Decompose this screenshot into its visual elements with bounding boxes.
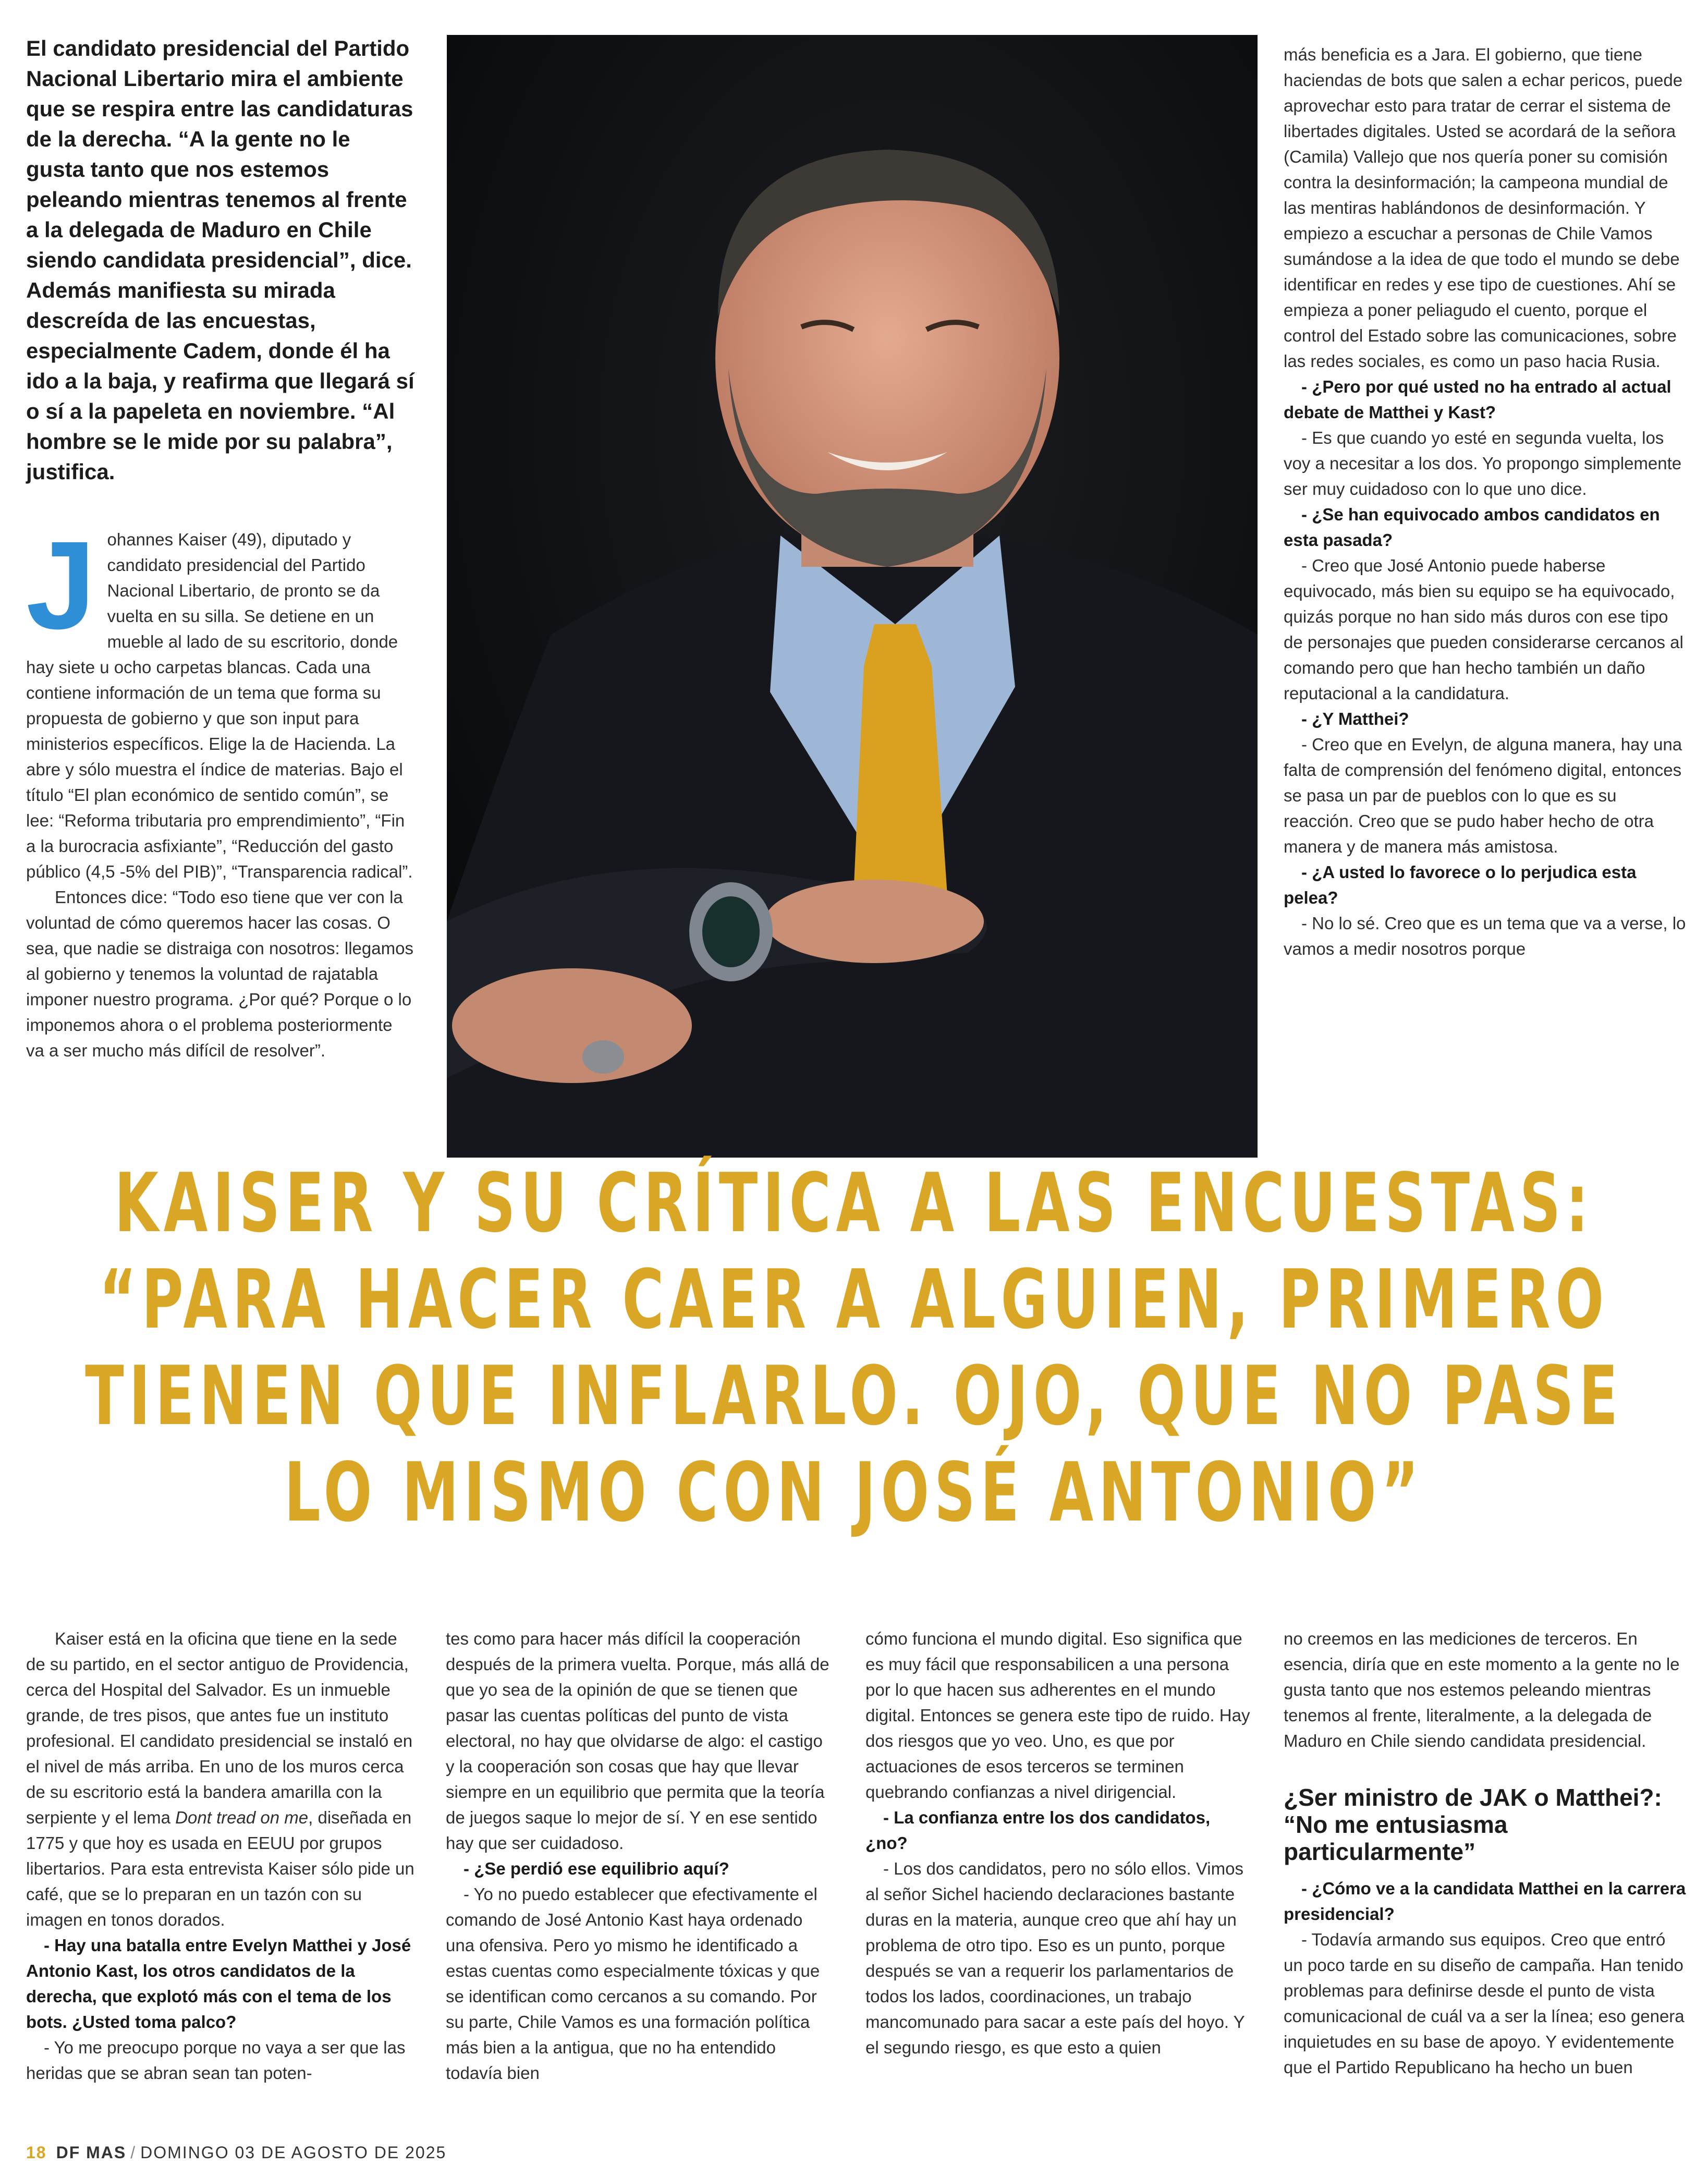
question: - La confianza entre los dos candidatos, ¿no? bbox=[865, 1808, 1211, 1853]
question: - ¿Se perdió ese equilibrio aquí? bbox=[463, 1859, 729, 1878]
headline-line-3: TIENEN QUE INFLARLO. OJO, QUE NO PASE bbox=[85, 1348, 1623, 1443]
question: - ¿Pero por qué usted no ha entrado al actual debate de Matthei y Kast? bbox=[1284, 377, 1672, 422]
portrait-photo bbox=[447, 35, 1258, 1158]
question: - Hay una batalla entre Evelyn Matthei y José Antonio Kast, los otros candidatos de la derecha, que explotó más con el tema de los bots. ¿Usted toma palco? bbox=[26, 1936, 411, 2032]
issue-date: DOMINGO 03 DE AGOSTO DE 2025 bbox=[140, 2143, 447, 2162]
question: - ¿Se han equivocado ambos candidatos en esta pasada? bbox=[1284, 505, 1660, 550]
headline-line-1: KAISER Y SU CRÍTICA A LAS ENCUESTAS: bbox=[114, 1156, 1594, 1250]
right-paragraph-1: más beneficia es a Jara. El gobierno, que tiene haciendas de bots que salen a echar pericos, puede aprovechar esto para tratar de cerrar el sistema de libertades digitales. Usted se acordará de la señora (Camila) Vallejo que nos quería poner su comisión contra la desinformación; la campeona mundial de las mentiras hablándonos de desinformación. Y empiezo a escuchar a personas de Chile Vamos sumándose a la idea de que todo el mundo se debe identificar en redes y ese tipo de cuestiones. Ahí se empieza a poner peliagudo el cuento, porque el control del Estado sobre las comunicaciones, sobre las redes sociales, es como un paso hacia Rusia. bbox=[1284, 45, 1683, 371]
bottom-column-4 bbox=[1284, 1626, 1688, 2080]
headline-line-2: “PARA HACER CAER A ALGUIEN, PRIMERO bbox=[99, 1252, 1609, 1347]
answer: - Yo me preocupo porque no vaya a ser que las heridas que se abran sean tan poten- bbox=[26, 2038, 406, 2083]
section-subhead: ¿Ser ministro de JAK o Matthei?: “No me entusiasma particularmente” bbox=[1284, 1784, 1662, 1865]
portrait-illustration bbox=[447, 35, 1258, 1158]
body-paragraph: Kaiser está en la oficina que tiene en la sede de su partido, en el sector antiguo de Providencia, cerca del Hospital del Salvador. Es un inmueble grande, de tres pisos, que antes fue un instituto profesional. El candidato presidencial se instaló en el nivel de más arriba. En uno de los muros cerca de su escritorio está la bandera amarilla con la serpiente y el lema Dont tread on me, diseñada en 1775 y que hoy es usada en EEUU por grupos libertarios. Para esta entrevista Kaiser sólo pide un café, que se lo preparan en un tazón con su imagen en tonos dorados. bbox=[26, 1629, 414, 1929]
bottom-column-3 bbox=[865, 1626, 1254, 2060]
bottom-column-1 bbox=[26, 1626, 414, 2086]
headline-line-4: LO MISMO CON JOSÉ ANTONIO” bbox=[284, 1445, 1424, 1540]
question: - ¿A usted lo favorece o lo perjudica esta pelea? bbox=[1284, 862, 1637, 907]
intro-column bbox=[26, 515, 414, 1063]
intro-paragraph-1: Johannes Kaiser (49), diputado y candidato presidencial del Partido Nacional Libertario, de pronto se da vuelta en su silla. Se detiene en un mueble al lado de su escritorio, donde hay siete u ocho carpetas blancas. Cada una contiene información de un tema que forma su propuesta de gobierno y que son input para ministerios específicos. Elige la de Hacienda. La abre y sólo muestra el índice de materias. Bajo el título “El plan económico de sentido común”, se lee: “Reforma tributaria pro emprendimiento”, “Fin a la burocracia asfixiante”, “Reducción del gasto público (4,5 -5% del PIB)”, “Transparencia radical”. bbox=[26, 515, 413, 881]
body-paragraph: cómo funciona el mundo digital. Eso significa que es muy fácil que responsabilicen a una persona por lo que hacen sus adherentes en el mundo digital. Entonces se genera este tipo de ruido. Hay dos riesgos que yo veo. Uno, es que por actuaciones de esos terceros se terminen quebrando confianzas a nivel dirigencial. bbox=[865, 1629, 1250, 1802]
answer: - Creo que José Antonio puede haberse equivocado, más bien su equipo se ha equivocado, quizás porque no han sido más duros con ese tipo de personajes que pueden considerarse cercanos al comando pero que han hecho también un daño reputacional a la candidatura. bbox=[1284, 556, 1683, 703]
magazine-name: DF MAS bbox=[56, 2143, 127, 2162]
article-lede: El candidato presidencial del Partido Nacional Libertario mira el ambiente que se respira entre las candidaturas de la derecha. “A la gente no le gusta tanto que nos estemos peleando mientras tenemos al frente a la delegada de Maduro en Chile siendo candidata presidencial”, dice. Además manifiesta su mirada descreída de las encuestas, especialmente Cadem, donde él ha ido a la baja, y reafirma que llegará sí o sí a la papeleta en noviembre. “Al hombre se le mide por su palabra”, justifica. bbox=[26, 36, 414, 484]
answer: - Los dos candidatos, pero no sólo ellos. Vimos al señor Sichel haciendo declaraciones bastante duras en la materia, aunque creo que ahí hay un problema de otro tipo. Eso es un punto, porque después se van a requerir los parlamentarios de todos los lados, coordinaciones, un trabajo mancomunado para sacar a este país del hoyo. Y el segundo riesgo, es que esto a quien bbox=[865, 1859, 1245, 2057]
right-column bbox=[1284, 42, 1688, 962]
footer-separator: / bbox=[130, 2143, 137, 2162]
question: - ¿Y Matthei? bbox=[1301, 709, 1409, 728]
motto-text: Dont tread on me bbox=[175, 1808, 309, 1827]
article-headline bbox=[85, 1155, 1623, 1541]
page-number: 18 bbox=[26, 2143, 47, 2162]
answer: - Creo que en Evelyn, de alguna manera, hay una falta de comprensión del fenómeno digital, entonces se pasa un par de pueblos con lo que es su reacción. Creo que se pudo haber hecho de otra manera y de manera más amistosa. bbox=[1284, 735, 1682, 856]
answer: - Todavía armando sus equipos. Creo que entró un poco tarde en su diseño de campaña. Han tenido problemas para definirse desde el punto de vista comunicacional de cuál va a ser la línea; eso genera inquietudes en su base de apoyo. Y evidentemente que el Partido Republicano ha hecho un buen bbox=[1284, 1930, 1685, 2077]
answer: - Es que cuando yo esté en segunda vuelta, los voy a necesitar a los dos. Yo propongo simplemente ser muy cuidadoso con lo que uno dice. bbox=[1284, 428, 1682, 498]
answer: - Yo no puedo establecer que efectivamente el comando de José Antonio Kast haya ordenado una ofensiva. Pero yo mismo he identificado a estas cuentas como especialmente tóxicas y que se identifican como cercanos a su comando. Por su parte, Chile Vamos es una formación política más bien a la antigua, que no ha entendido todavía bien bbox=[446, 1884, 820, 2083]
intro-paragraph-2: Entonces dice: “Todo eso tiene que ver con la voluntad de cómo queremos hacer las cosas. O sea, que nadie se distraiga con nosotros: llegamos al gobierno y tenemos la voluntad de rajatabla imponer nuestro programa. ¿Por qué? Porque o lo imponemos ahora o el problema posteriormente va a ser mucho más difícil de resolver”. bbox=[26, 887, 413, 1060]
question: - ¿Cómo ve a la candidata Matthei en la carrera presidencial? bbox=[1284, 1879, 1686, 1924]
answer: - No lo sé. Creo que es un tema que va a verse, lo vamos a medir nosotros porque bbox=[1284, 914, 1686, 958]
bottom-column-2 bbox=[446, 1626, 834, 2086]
body-paragraph: tes como para hacer más difícil la cooperación después de la primera vuelta. Porque, más allá de que yo sea de la opinión de que se tienen que pasar las cuentas políticas del punto de vista electoral, no hay que olvidarse de algo: el castigo y la cooperación son cosas que hay que llevar siempre en un equilibrio que permita que la teoría de juegos saque lo mejor de sí. Y en ese sentido hay que ser cuidadoso. bbox=[446, 1629, 829, 1853]
drop-cap: J bbox=[26, 515, 96, 655]
page-footer bbox=[26, 2143, 446, 2162]
body-paragraph: no creemos en las mediciones de terceros. En esencia, diría que en este momento a la gente no le gusta tanto que nos estemos peleando mientras tenemos al frente, literalmente, a la delegada de Maduro en Chile siendo candidata presidencial. bbox=[1284, 1629, 1680, 1750]
